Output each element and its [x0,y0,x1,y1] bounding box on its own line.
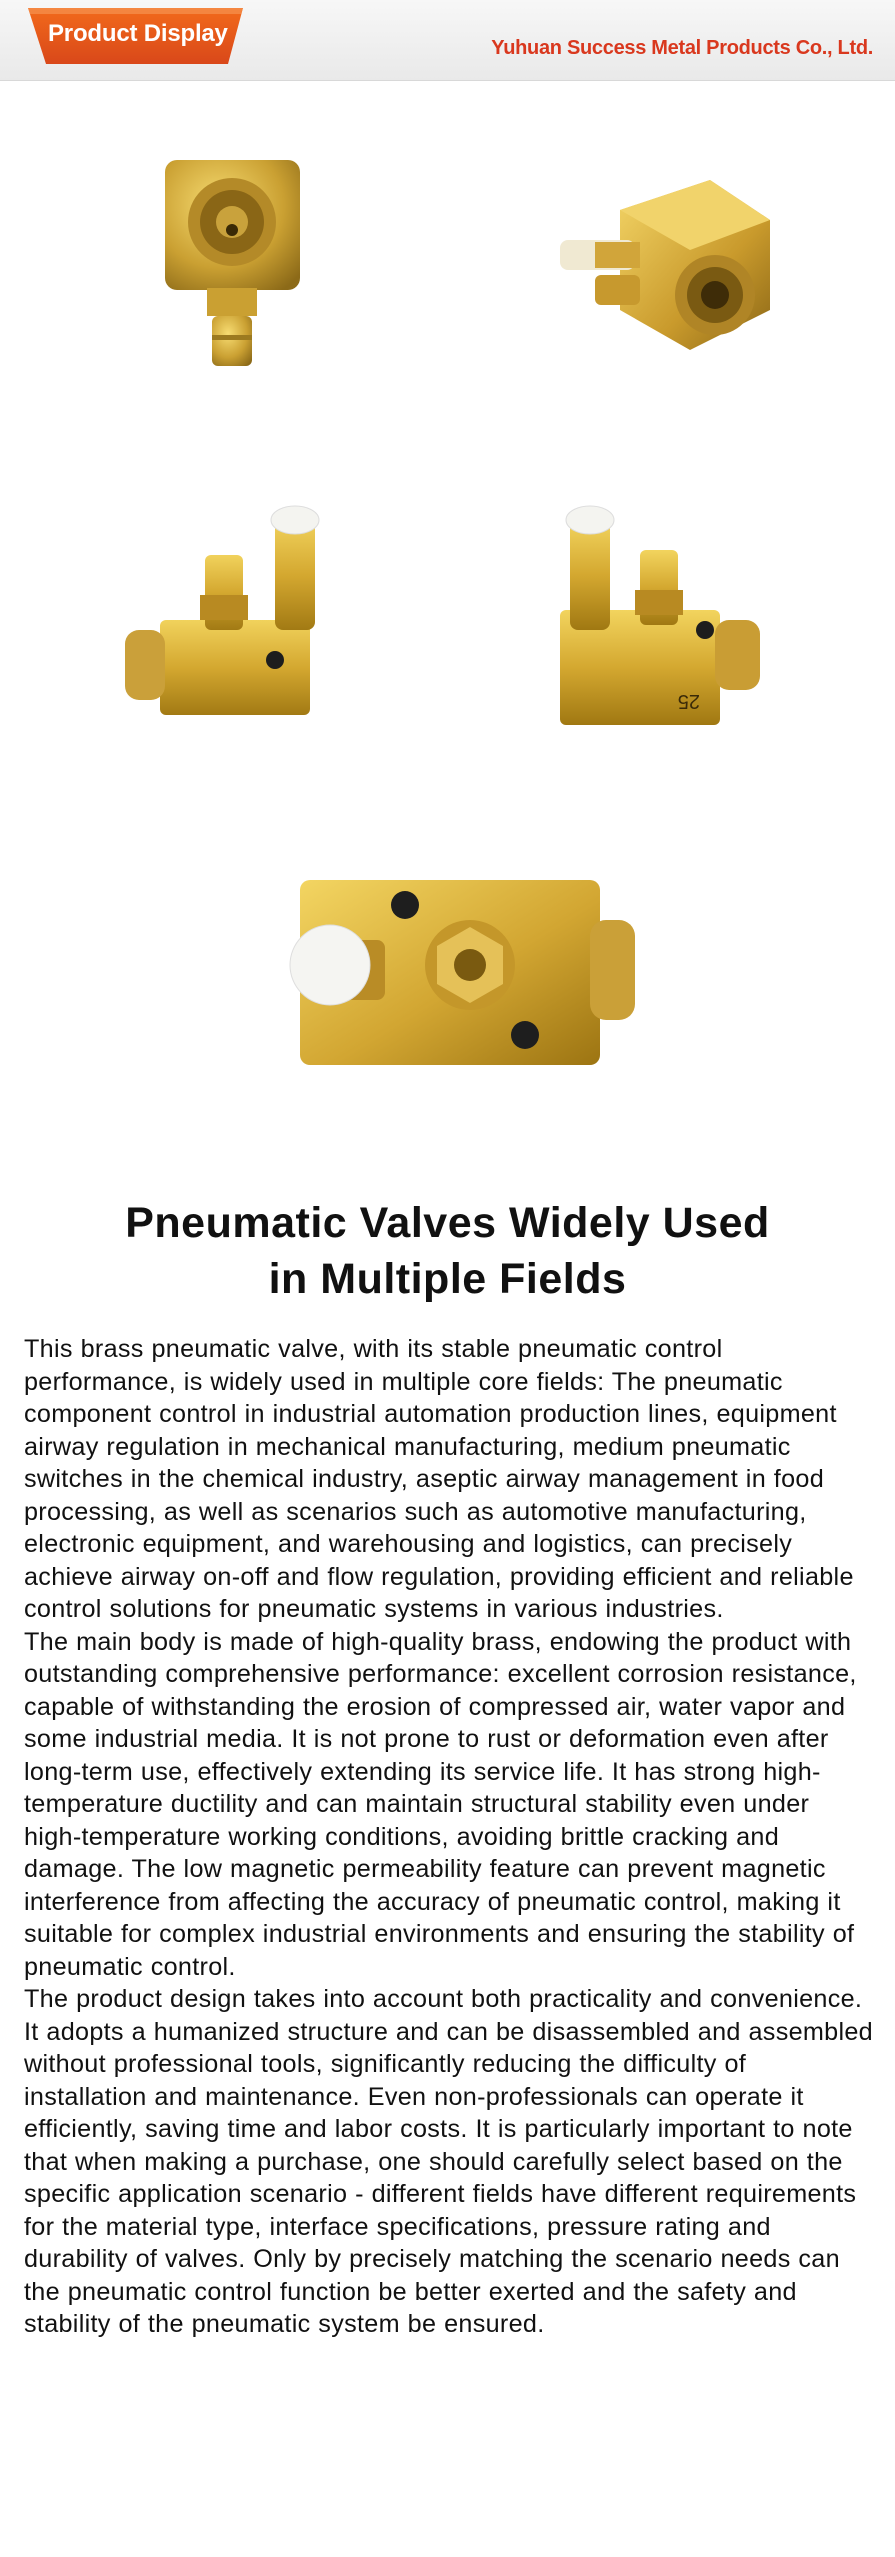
header-tab-title: Product Display [48,20,228,47]
page-header [0,0,895,81]
pneumatic-valve-left-view-image [120,500,350,740]
pneumatic-valve-right-view-image [540,495,780,745]
paragraph-applications: This brass pneumatic valve, with its stable pneumatic control performance, is widely used in multiple core fields: The pneumatic component control in industrial automation production lines, equipment airway regulation in mechanical manufacturing, medium pneumatic switches in the chemical industry, aseptic airway management in food processing, as well as scenarios such as automotive manufacturing, electronic equipment, and warehousing and logistics, can precisely achieve airway on-off and flow regulation, providing efficient and reliable control solutions for pneumatic systems in various industries. [24,1335,854,1623]
article-heading [0,1195,895,1307]
brass-elbow-fitting-front-image [150,140,320,380]
pneumatic-valve-top-view-image [270,865,640,1075]
valve-engraving-number: 25 [677,690,700,712]
article-body [24,1333,874,2341]
brass-elbow-fitting-angled-image [540,160,790,360]
heading-line-2: in Multiple Fields [268,1255,627,1303]
company-name: Yuhuan Success Metal Products Co., Ltd. [491,37,873,59]
paragraph-material: The main body is made of high-quality brass, endowing the product with outstanding comprehensive performance: excellent corrosion resistance, capable of withstanding the erosion of compressed air, water vapor and some industrial media. It is not prone to rust or deformation even after long-term use, effectively extending its service life. It has strong high-temperature ductility and can maintain structural stability even under high-temperature working conditions, avoiding brittle cracking and damage. The low magnetic permeability feature can prevent magnetic interference from affecting the accuracy of pneumatic control, making it suitable for complex industrial environments and ensuring the stability of pneumatic control. [24,1627,857,1981]
heading-line-1: Pneumatic Valves Widely Used [125,1199,770,1247]
paragraph-design: The product design takes into account both practicality and convenience. It adopts a humanized structure and can be disassembled and assembled without professional tools, significantly reducing the difficulty of installation and maintenance. Even non-professionals can operate it efficiently, saving time and labor costs. It is particularly important to note that when making a purchase, one should carefully select based on the specific application scenario - different fields have different requirements for the material type, interface specifications, pressure rating and durability of valves. Only by precisely matching the scenario needs can the pneumatic control function be better exerted and the safety and stability of the pneumatic system be ensured. [24,1985,873,2338]
